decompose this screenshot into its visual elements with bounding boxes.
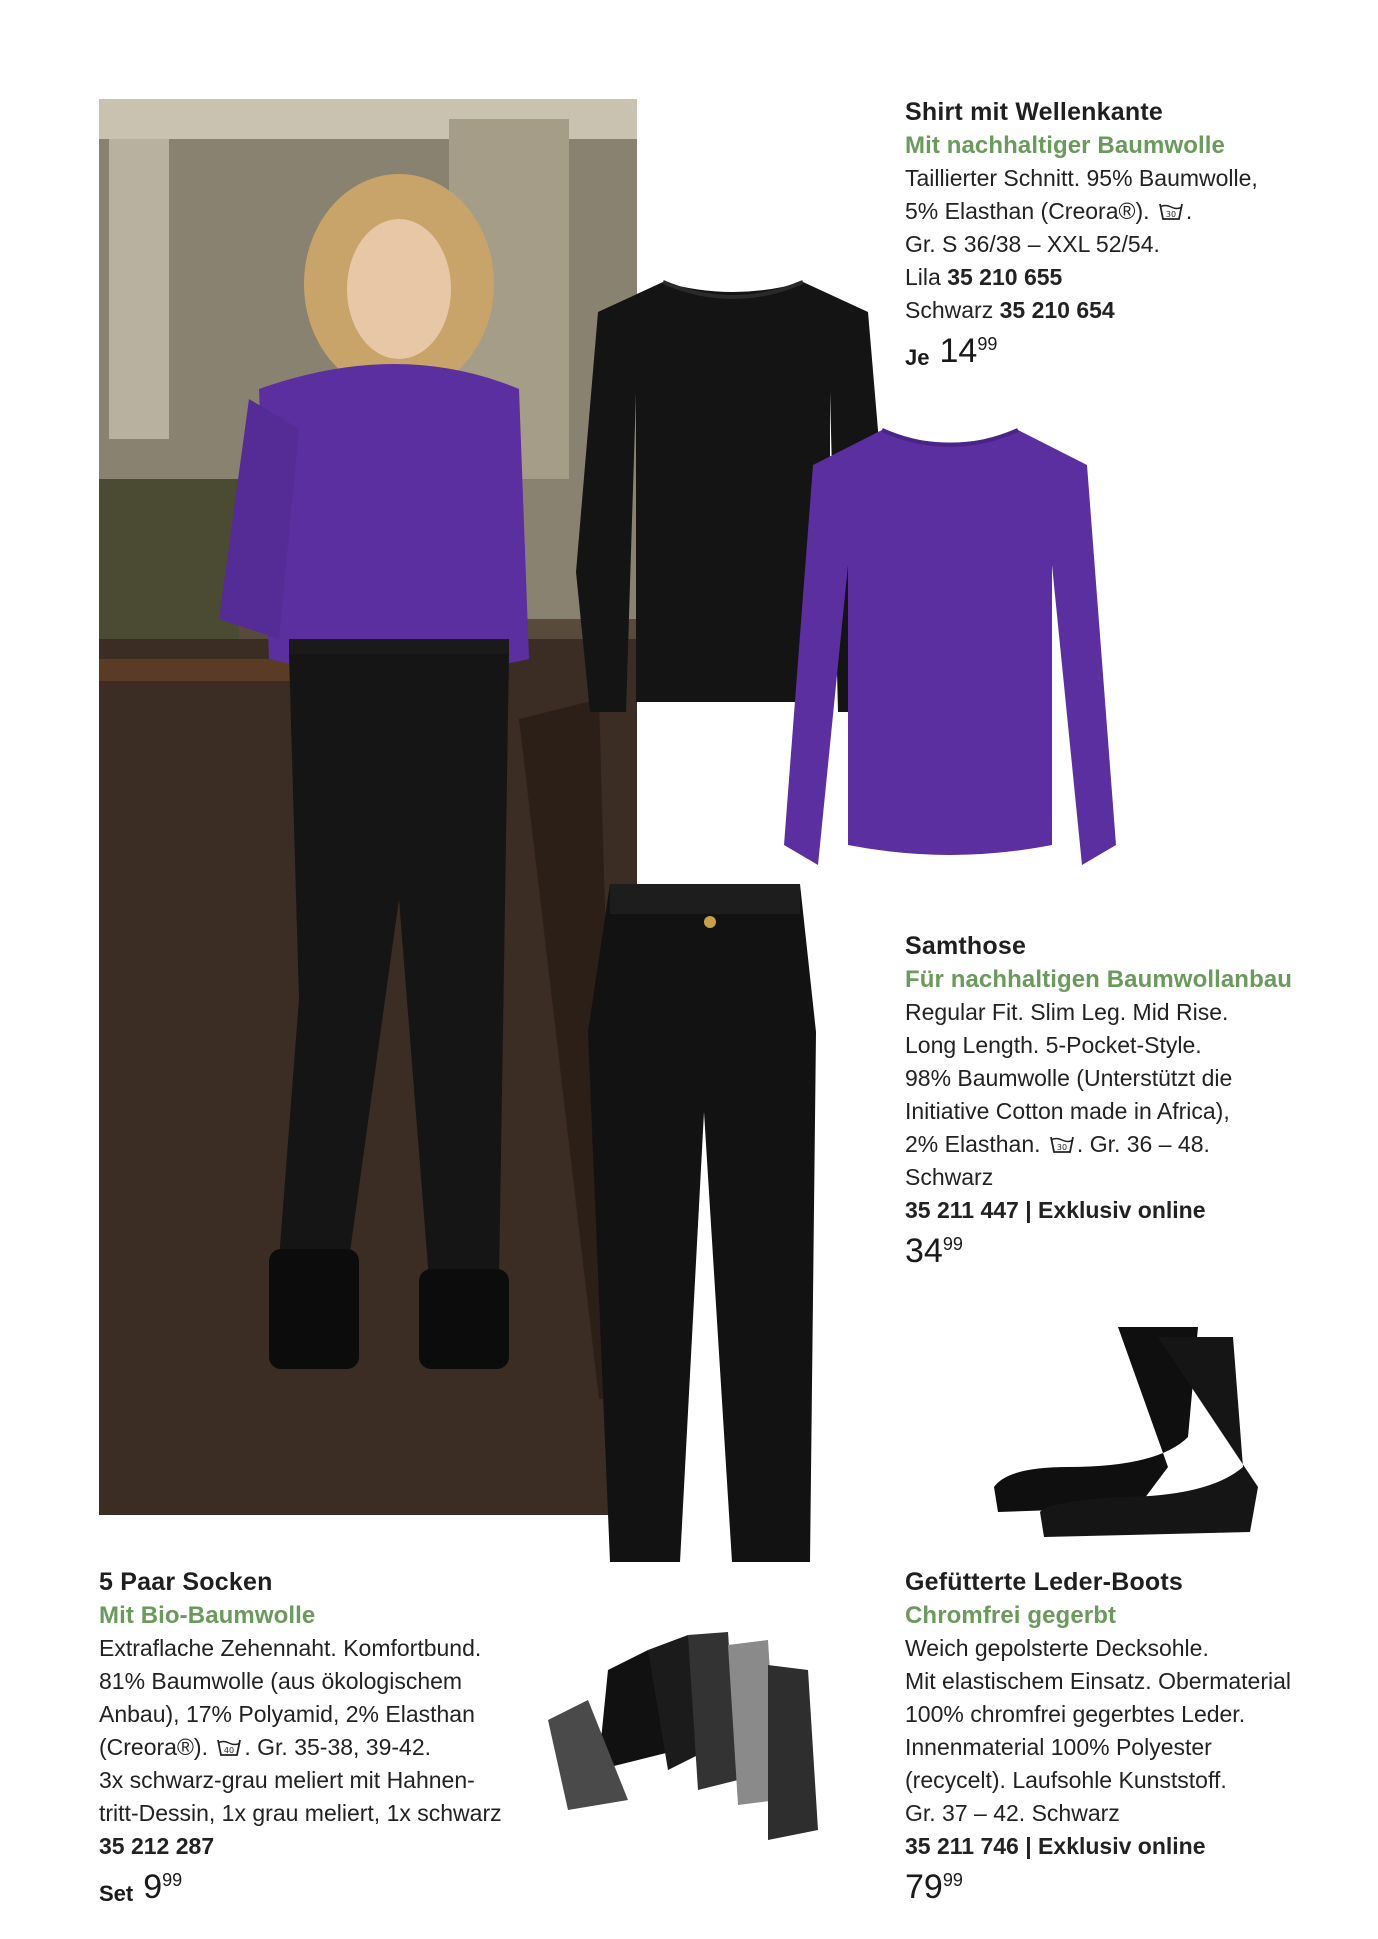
wash-30-icon [1158, 198, 1184, 218]
pants-line-6: Schwarz [905, 1164, 994, 1190]
boots-line-1: Weich gepolsterte Decksohle. [905, 1635, 1209, 1661]
socks-line-5: 3x schwarz-grau meliert mit Hahnen- [99, 1767, 475, 1793]
pants-subtitle: Für nachhaltigen Baumwollanbau [905, 966, 1293, 993]
boots-line-3: 100% chromfrei gegerbtes Leder. [905, 1701, 1246, 1727]
pants-line-3: 98% Baumwolle (Unterstützt die [905, 1065, 1233, 1091]
boots-line-6: Gr. 37 – 42. Schwarz [905, 1800, 1120, 1826]
svg-text:30: 30 [1056, 1143, 1068, 1152]
pants-description [905, 930, 1292, 1271]
velvet-trousers-image [582, 882, 822, 1570]
wash-40-icon [216, 1734, 242, 1754]
pants-price: 34 99 [905, 1232, 963, 1270]
boots-description [905, 1566, 1291, 1907]
socks-line-1: Extraflache Zehennaht. Komfortbund. [99, 1635, 482, 1661]
socks-title: 5 Paar Socken [99, 1568, 273, 1596]
socks-line-3: Anbau), 17% Polyamid, 2% Elasthan [99, 1701, 475, 1727]
model-photo [99, 99, 637, 1515]
socks-line-4: (Creora®). 40 . Gr. 35-38, 39-42. [99, 1734, 432, 1760]
socks-description [99, 1566, 502, 1907]
pants-line-5: 2% Elasthan. 30 . Gr. 36 – 48. [905, 1131, 1210, 1157]
shirt-line-3: Gr. S 36/38 – XXL 52/54. [905, 231, 1160, 257]
shirt-line-1: Taillierter Schnitt. 95% Baumwolle, [905, 165, 1258, 191]
svg-text:30: 30 [1165, 210, 1176, 219]
leather-boots-image [988, 1317, 1263, 1542]
socks-order-number: 35 212 287 [99, 1833, 215, 1859]
shirt-price: Je 14 99 [905, 332, 998, 370]
boots-price: 79 99 [905, 1868, 963, 1906]
pants-order-number: 35 211 447 | Exklusiv online [905, 1197, 1206, 1223]
pants-line-4: Initiative Cotton made in Africa), [905, 1098, 1230, 1124]
shirt-line-2: 5% Elasthan (Creora®). 30 . [905, 198, 1193, 224]
boots-line-2: Mit elastischem Einsatz. Obermaterial [905, 1668, 1292, 1694]
socks-line-6: tritt-Dessin, 1x grau meliert, 1x schwarz [99, 1800, 502, 1826]
shirt-color-purple: Lila 35 210 655 [905, 264, 1063, 290]
socks-line-2: 81% Baumwolle (aus ökologischem [99, 1668, 463, 1694]
socks-price: Set 9 99 [99, 1868, 183, 1906]
shirt-color-black: Schwarz 35 210 654 [905, 297, 1115, 323]
pants-line-2: Long Length. 5-Pocket-Style. [905, 1032, 1202, 1058]
boots-title: Gefütterte Leder-Boots [905, 1568, 1184, 1596]
pants-line-1: Regular Fit. Slim Leg. Mid Rise. [905, 999, 1229, 1025]
shirt-description [905, 96, 1258, 371]
socks-subtitle: Mit Bio-Baumwolle [99, 1602, 316, 1629]
purple-shirt-image [782, 425, 1118, 870]
shirt-subtitle: Mit nachhaltiger Baumwolle [905, 132, 1225, 159]
boots-subtitle: Chromfrei gegerbt [905, 1602, 1117, 1629]
socks-image [538, 1630, 838, 1845]
svg-text:40: 40 [224, 1746, 235, 1755]
shirt-title: Shirt mit Wellenkante [905, 98, 1163, 126]
boots-line-5: (recycelt). Laufsohle Kunststoff. [905, 1767, 1227, 1793]
wash-30-icon [1049, 1131, 1075, 1151]
boots-order-number: 35 211 746 | Exklusiv online [905, 1833, 1206, 1859]
boots-line-4: Innenmaterial 100% Polyester [905, 1734, 1212, 1760]
pants-title: Samthose [905, 932, 1027, 960]
